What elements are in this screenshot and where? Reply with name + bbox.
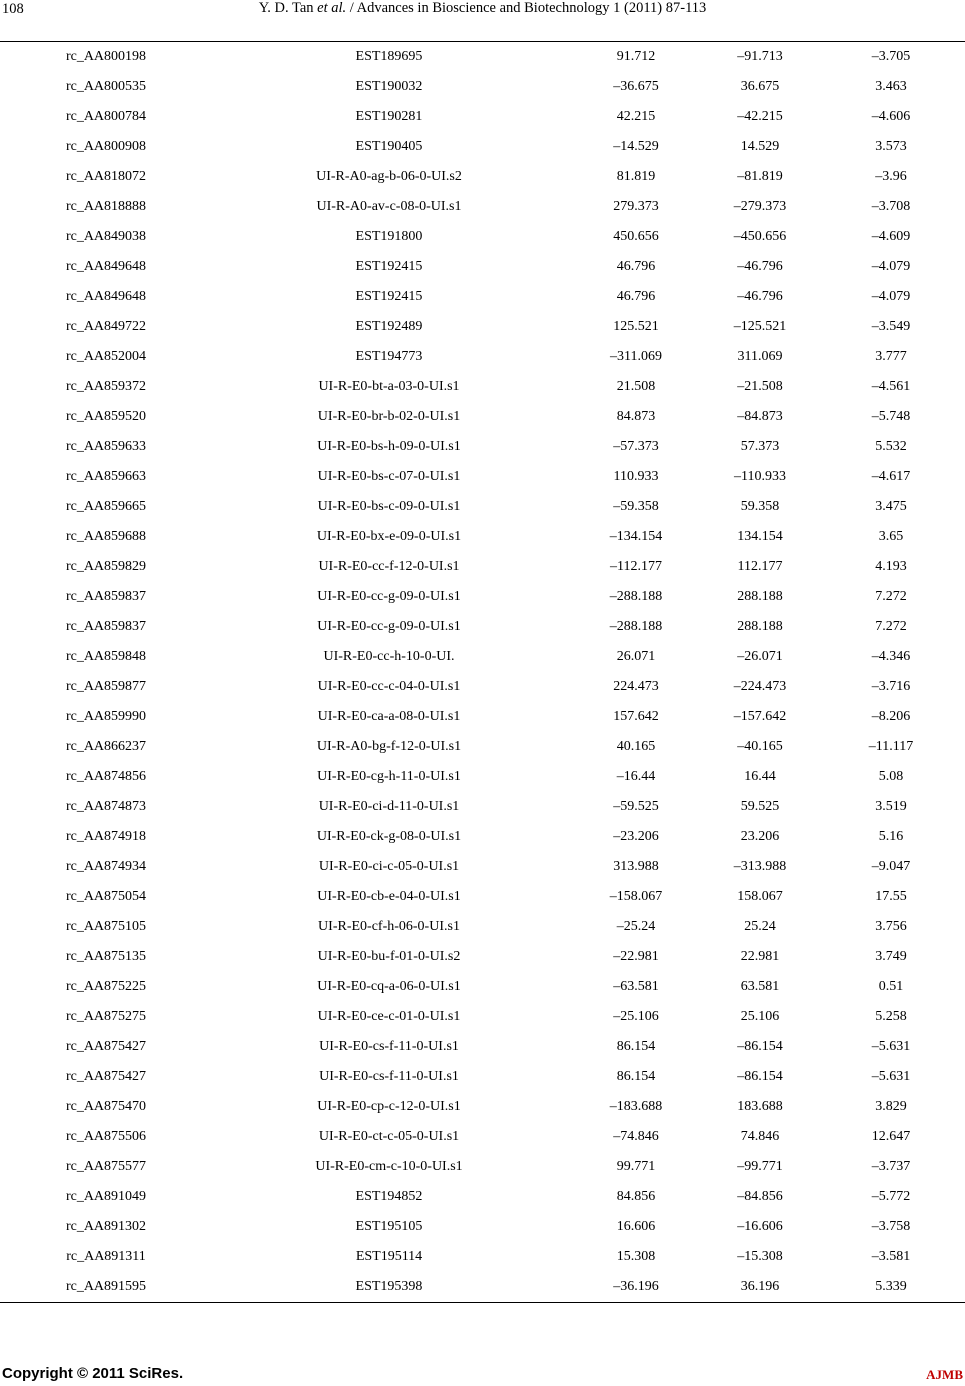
clone-id-cell: EST192489 [355,319,423,334]
value-1-cell: –36.675 [613,79,659,94]
clone-id-cell: UI-R-E0-cc-g-09-0-UI.s1 [317,589,461,604]
clone-id-cell: UI-R-E0-cq-a-06-0-UI.s1 [317,979,461,994]
value-1-cell: 42.215 [616,109,656,124]
value-3-cell: 12.647 [871,1129,911,1144]
value-3-cell: 5.532 [875,439,907,454]
gene-id-cell: rc_AA875470 [65,1099,147,1114]
value-3-cell: 7.272 [875,619,907,634]
table-row [0,1242,965,1272]
value-1-cell: –59.358 [613,499,659,514]
running-title-journal: / Advances in Bioscience and Biotechnology 1 (2011) 87-113 [349,0,707,16]
table-row [0,792,965,822]
value-1-cell: 91.712 [616,49,656,64]
value-3-cell: 3.475 [875,499,907,514]
value-1-cell: 125.521 [613,319,659,334]
value-2-cell: 183.688 [737,1099,783,1114]
table-row [0,762,965,792]
gene-id-cell: rc_AA859688 [65,529,147,544]
value-1-cell: 21.508 [616,379,656,394]
value-3-cell: –4.079 [871,289,911,304]
clone-id-cell: UI-R-E0-cm-c-10-0-UI.s1 [315,1159,463,1174]
table-row [0,372,965,402]
value-2-cell: 25.106 [740,1009,780,1024]
value-3-cell: –3.581 [871,1249,911,1264]
clone-id-cell: EST190405 [355,139,423,154]
value-1-cell: –16.44 [616,769,656,784]
clone-id-cell: EST195114 [355,1249,423,1264]
gene-id-cell: rc_AA859990 [65,709,147,724]
page-number: 108 [2,1,24,17]
value-2-cell: 25.24 [744,919,776,934]
value-2-cell: –86.154 [737,1069,783,1084]
value-2-cell: –26.071 [737,649,783,664]
gene-id-cell: rc_AA891595 [65,1279,147,1294]
value-2-cell: –40.165 [737,739,783,754]
gene-id-cell: rc_AA875427 [65,1039,147,1054]
clone-id-cell: UI-R-E0-ci-d-11-0-UI.s1 [318,799,460,814]
running-title [0,0,965,17]
value-3-cell: 3.829 [875,1099,907,1114]
value-1-cell: –63.581 [613,979,659,994]
table-row [0,1212,965,1242]
clone-id-cell: UI-R-E0-br-b-02-0-UI.s1 [317,409,461,424]
table-row [0,342,965,372]
value-1-cell: 84.856 [616,1189,656,1204]
value-2-cell: –313.988 [733,859,787,874]
value-1-cell: –311.069 [610,349,662,364]
value-1-cell: 224.473 [613,679,659,694]
clone-id-cell: UI-R-E0-cc-f-12-0-UI.s1 [318,559,460,574]
value-3-cell: –3.705 [871,49,911,64]
table-row [0,222,965,252]
value-2-cell: –84.856 [737,1189,783,1204]
gene-id-cell: rc_AA859837 [65,619,147,634]
gene-id-cell: rc_AA800784 [65,109,147,124]
value-1-cell: 40.165 [616,739,656,754]
value-2-cell: 23.206 [740,829,780,844]
value-1-cell: 26.071 [616,649,656,664]
gene-id-cell: rc_AA849648 [65,259,147,274]
clone-id-cell: UI-R-E0-ck-g-08-0-UI.s1 [316,829,462,844]
copyright-notice: Copyright © 2011 SciRes. [2,1365,184,1382]
table-row [0,1092,965,1122]
value-2-cell: 74.846 [740,1129,780,1144]
value-3-cell: 17.55 [875,889,907,904]
value-2-cell: –86.154 [737,1039,783,1054]
value-2-cell: 57.373 [740,439,780,454]
gene-id-cell: rc_AA859837 [65,589,147,604]
table-row [0,492,965,522]
clone-id-cell: UI-R-E0-ci-c-05-0-UI.s1 [318,859,460,874]
gene-id-cell: rc_AA874918 [65,829,147,844]
table-row [0,912,965,942]
value-1-cell: 450.656 [613,229,659,244]
value-2-cell: –99.771 [737,1159,783,1174]
clone-id-cell: UI-R-E0-ca-a-08-0-UI.s1 [317,709,461,724]
clone-id-cell: UI-R-E0-bs-h-09-0-UI.s1 [317,439,461,454]
table-row [0,852,965,882]
clone-id-cell: EST190281 [355,109,423,124]
gene-id-cell: rc_AA859372 [65,379,147,394]
clone-id-cell: UI-R-E0-bs-c-07-0-UI.s1 [317,469,461,484]
value-1-cell: 84.873 [616,409,656,424]
gene-id-cell: rc_AA874934 [65,859,147,874]
value-3-cell: –11.117 [868,739,914,754]
value-3-cell: 3.777 [875,349,907,364]
table-row [0,582,965,612]
gene-id-cell: rc_AA875054 [65,889,147,904]
table-row [0,162,965,192]
value-2-cell: –125.521 [733,319,787,334]
gene-id-cell: rc_AA875427 [65,1069,147,1084]
gene-id-cell: rc_AA800198 [65,49,147,64]
table-row [0,672,965,702]
clone-id-cell: EST192415 [355,289,423,304]
gene-id-cell: rc_AA875577 [65,1159,147,1174]
table-row [0,1272,965,1302]
value-3-cell: 5.258 [875,1009,907,1024]
value-3-cell: –5.631 [871,1039,911,1054]
clone-id-cell: UI-R-E0-bx-e-09-0-UI.s1 [316,529,462,544]
value-2-cell: –81.819 [737,169,783,184]
value-2-cell: –15.308 [737,1249,783,1264]
value-3-cell: –3.758 [871,1219,911,1234]
value-2-cell: –21.508 [737,379,783,394]
value-3-cell: –4.617 [871,469,911,484]
gene-id-cell: rc_AA859877 [65,679,147,694]
value-1-cell: –22.981 [613,949,659,964]
gene-id-cell: rc_AA891302 [65,1219,147,1234]
table-row [0,642,965,672]
value-1-cell: –288.188 [609,589,663,604]
value-2-cell: 36.675 [740,79,780,94]
clone-id-cell: UI-R-E0-cs-f-11-0-UI.s1 [319,1039,459,1054]
value-3-cell: –3.96 [875,169,907,184]
value-2-cell: 14.529 [740,139,780,154]
table-row [0,822,965,852]
value-1-cell: 313.988 [613,859,659,874]
gene-id-cell: rc_AA859829 [65,559,147,574]
value-1-cell: –112.177 [610,559,662,574]
value-2-cell: –110.933 [734,469,786,484]
page-footer [0,1365,965,1386]
value-3-cell: 0.51 [878,979,904,994]
running-title-authors: Y. D. Tan [258,0,314,16]
value-2-cell: 288.188 [737,589,783,604]
value-3-cell: –5.748 [871,409,911,424]
table-row [0,72,965,102]
value-2-cell: 22.981 [740,949,780,964]
value-3-cell: 3.519 [875,799,907,814]
gene-id-cell: rc_AA849722 [65,319,147,334]
value-1-cell: 81.819 [616,169,656,184]
value-1-cell: –36.196 [613,1279,659,1294]
value-3-cell: –8.206 [871,709,911,724]
value-3-cell: 5.339 [875,1279,907,1294]
value-3-cell: 3.756 [875,919,907,934]
clone-id-cell: EST189695 [355,49,423,64]
value-2-cell: 288.188 [737,619,783,634]
value-3-cell: 4.193 [875,559,907,574]
clone-id-cell: EST195398 [355,1279,423,1294]
value-2-cell: 59.358 [740,499,780,514]
table-row [0,972,965,1002]
clone-id-cell: EST192415 [355,259,423,274]
value-3-cell: –3.737 [871,1159,911,1174]
table-row [0,462,965,492]
value-3-cell: 3.463 [875,79,907,94]
value-2-cell: –42.215 [737,109,783,124]
value-3-cell: 5.16 [878,829,904,844]
clone-id-cell: UI-R-A0-ag-b-06-0-UI.s2 [316,169,462,184]
value-2-cell: –224.473 [733,679,787,694]
clone-id-cell: UI-R-E0-cf-h-06-0-UI.s1 [318,919,460,934]
value-2-cell: –91.713 [737,49,783,64]
clone-id-cell: UI-R-E0-cc-g-09-0-UI.s1 [317,619,461,634]
clone-id-cell: EST194852 [355,1189,423,1204]
value-3-cell: –3.549 [871,319,911,334]
value-2-cell: 59.525 [740,799,780,814]
table-row [0,882,965,912]
value-2-cell: 36.196 [740,1279,780,1294]
value-3-cell: –4.606 [871,109,911,124]
value-3-cell: –9.047 [871,859,911,874]
clone-id-cell: UI-R-E0-bu-f-01-0-UI.s2 [317,949,461,964]
clone-id-cell: UI-R-E0-ce-c-01-0-UI.s1 [317,1009,461,1024]
table-row [0,102,965,132]
table-row [0,402,965,432]
table-row [0,702,965,732]
gene-id-cell: rc_AA800908 [65,139,147,154]
table-row [0,1062,965,1092]
value-3-cell: 3.573 [875,139,907,154]
value-1-cell: –288.188 [609,619,663,634]
value-3-cell: –5.772 [871,1189,911,1204]
gene-id-cell: rc_AA891049 [65,1189,147,1204]
value-1-cell: 15.308 [616,1249,656,1264]
data-table [0,42,965,1302]
gene-id-cell: rc_AA849648 [65,289,147,304]
value-1-cell: –59.525 [613,799,659,814]
value-1-cell: –57.373 [613,439,659,454]
value-2-cell: –46.796 [737,289,783,304]
value-2-cell: 134.154 [737,529,783,544]
clone-id-cell: UI-R-E0-ct-c-05-0-UI.s1 [318,1129,460,1144]
clone-id-cell: UI-R-E0-bs-c-09-0-UI.s1 [317,499,461,514]
value-1-cell: –14.529 [613,139,659,154]
clone-id-cell: UI-R-A0-av-c-08-0-UI.s1 [316,199,462,214]
gene-id-cell: rc_AA849038 [65,229,147,244]
gene-id-cell: rc_AA875105 [65,919,147,934]
table-row [0,132,965,162]
clone-id-cell: EST194773 [355,349,423,364]
running-title-et-al: et al. [317,0,347,16]
table-row [0,192,965,222]
value-1-cell: –74.846 [613,1129,659,1144]
value-2-cell: –16.606 [737,1219,783,1234]
table-row [0,432,965,462]
clone-id-cell: UI-R-A0-bg-f-12-0-UI.s1 [316,739,462,754]
gene-id-cell: rc_AA859520 [65,409,147,424]
table-bottom-rule [0,1302,965,1303]
value-2-cell: 63.581 [740,979,780,994]
gene-id-cell: rc_AA859665 [65,499,147,514]
value-1-cell: –23.206 [613,829,659,844]
value-2-cell: –84.873 [737,409,783,424]
value-1-cell: –183.688 [609,1099,663,1114]
value-3-cell: –4.346 [871,649,911,664]
table-row [0,1182,965,1212]
value-1-cell: –134.154 [609,529,663,544]
table-row [0,282,965,312]
clone-id-cell: EST191800 [355,229,423,244]
value-2-cell: –157.642 [733,709,787,724]
value-1-cell: 46.796 [616,259,656,274]
value-2-cell: –46.796 [737,259,783,274]
clone-id-cell: UI-R-E0-cc-c-04-0-UI.s1 [317,679,461,694]
value-1-cell: 279.373 [613,199,659,214]
table-row [0,732,965,762]
value-3-cell: –4.561 [871,379,911,394]
value-1-cell: 86.154 [616,1039,656,1054]
gene-id-cell: rc_AA852004 [65,349,147,364]
value-1-cell: 157.642 [613,709,659,724]
value-2-cell: 16.44 [744,769,776,784]
clone-id-cell: UI-R-E0-cb-e-04-0-UI.s1 [317,889,461,904]
value-1-cell: 110.933 [613,469,659,484]
value-1-cell: 16.606 [616,1219,656,1234]
gene-id-cell: rc_AA875275 [65,1009,147,1024]
table-row [0,1152,965,1182]
value-3-cell: 3.65 [878,529,904,544]
table-row [0,312,965,342]
clone-id-cell: EST190032 [355,79,423,94]
gene-id-cell: rc_AA859663 [65,469,147,484]
table-row [0,522,965,552]
value-1-cell: –25.24 [616,919,656,934]
gene-id-cell: rc_AA800535 [65,79,147,94]
gene-id-cell: rc_AA818888 [65,199,147,214]
table-row [0,1002,965,1032]
table-row [0,552,965,582]
clone-id-cell: UI-R-E0-cg-h-11-0-UI.s1 [317,769,461,784]
gene-id-cell: rc_AA891311 [66,1249,146,1264]
value-1-cell: –158.067 [609,889,663,904]
value-3-cell: –3.716 [871,679,911,694]
value-3-cell: 7.272 [875,589,907,604]
gene-id-cell: rc_AA875506 [65,1129,147,1144]
clone-id-cell: UI-R-E0-bt-a-03-0-UI.s1 [318,379,460,394]
table-row [0,42,965,72]
table-row [0,612,965,642]
value-2-cell: 311.069 [737,349,783,364]
value-1-cell: 99.771 [616,1159,656,1174]
value-3-cell: –4.609 [871,229,911,244]
value-3-cell: –5.631 [871,1069,911,1084]
clone-id-cell: EST195105 [355,1219,423,1234]
value-3-cell: 3.749 [875,949,907,964]
gene-id-cell: rc_AA818072 [65,169,147,184]
clone-id-cell: UI-R-E0-cc-h-10-0-UI. [323,649,455,664]
value-2-cell: –450.656 [733,229,787,244]
gene-id-cell: rc_AA875135 [65,949,147,964]
value-2-cell: 158.067 [737,889,783,904]
gene-id-cell: rc_AA875225 [65,979,147,994]
gene-id-cell: rc_AA874856 [65,769,147,784]
journal-abbreviation: AJMB [926,1367,963,1382]
table-row [0,942,965,972]
gene-id-cell: rc_AA859633 [65,439,147,454]
value-3-cell: –3.708 [871,199,911,214]
clone-id-cell: UI-R-E0-cp-c-12-0-UI.s1 [317,1099,461,1114]
value-2-cell: –279.373 [733,199,787,214]
value-3-cell: –4.079 [871,259,911,274]
gene-id-cell: rc_AA866237 [65,739,147,754]
value-1-cell: 46.796 [616,289,656,304]
clone-id-cell: UI-R-E0-cs-f-11-0-UI.s1 [319,1069,459,1084]
value-2-cell: 112.177 [737,559,783,574]
value-3-cell: 5.08 [878,769,904,784]
value-1-cell: 86.154 [616,1069,656,1084]
gene-id-cell: rc_AA874873 [65,799,147,814]
page-header [0,0,965,26]
table-row [0,1032,965,1062]
table-row [0,252,965,282]
value-1-cell: –25.106 [613,1009,659,1024]
gene-id-cell: rc_AA859848 [65,649,147,664]
table-row [0,1122,965,1152]
